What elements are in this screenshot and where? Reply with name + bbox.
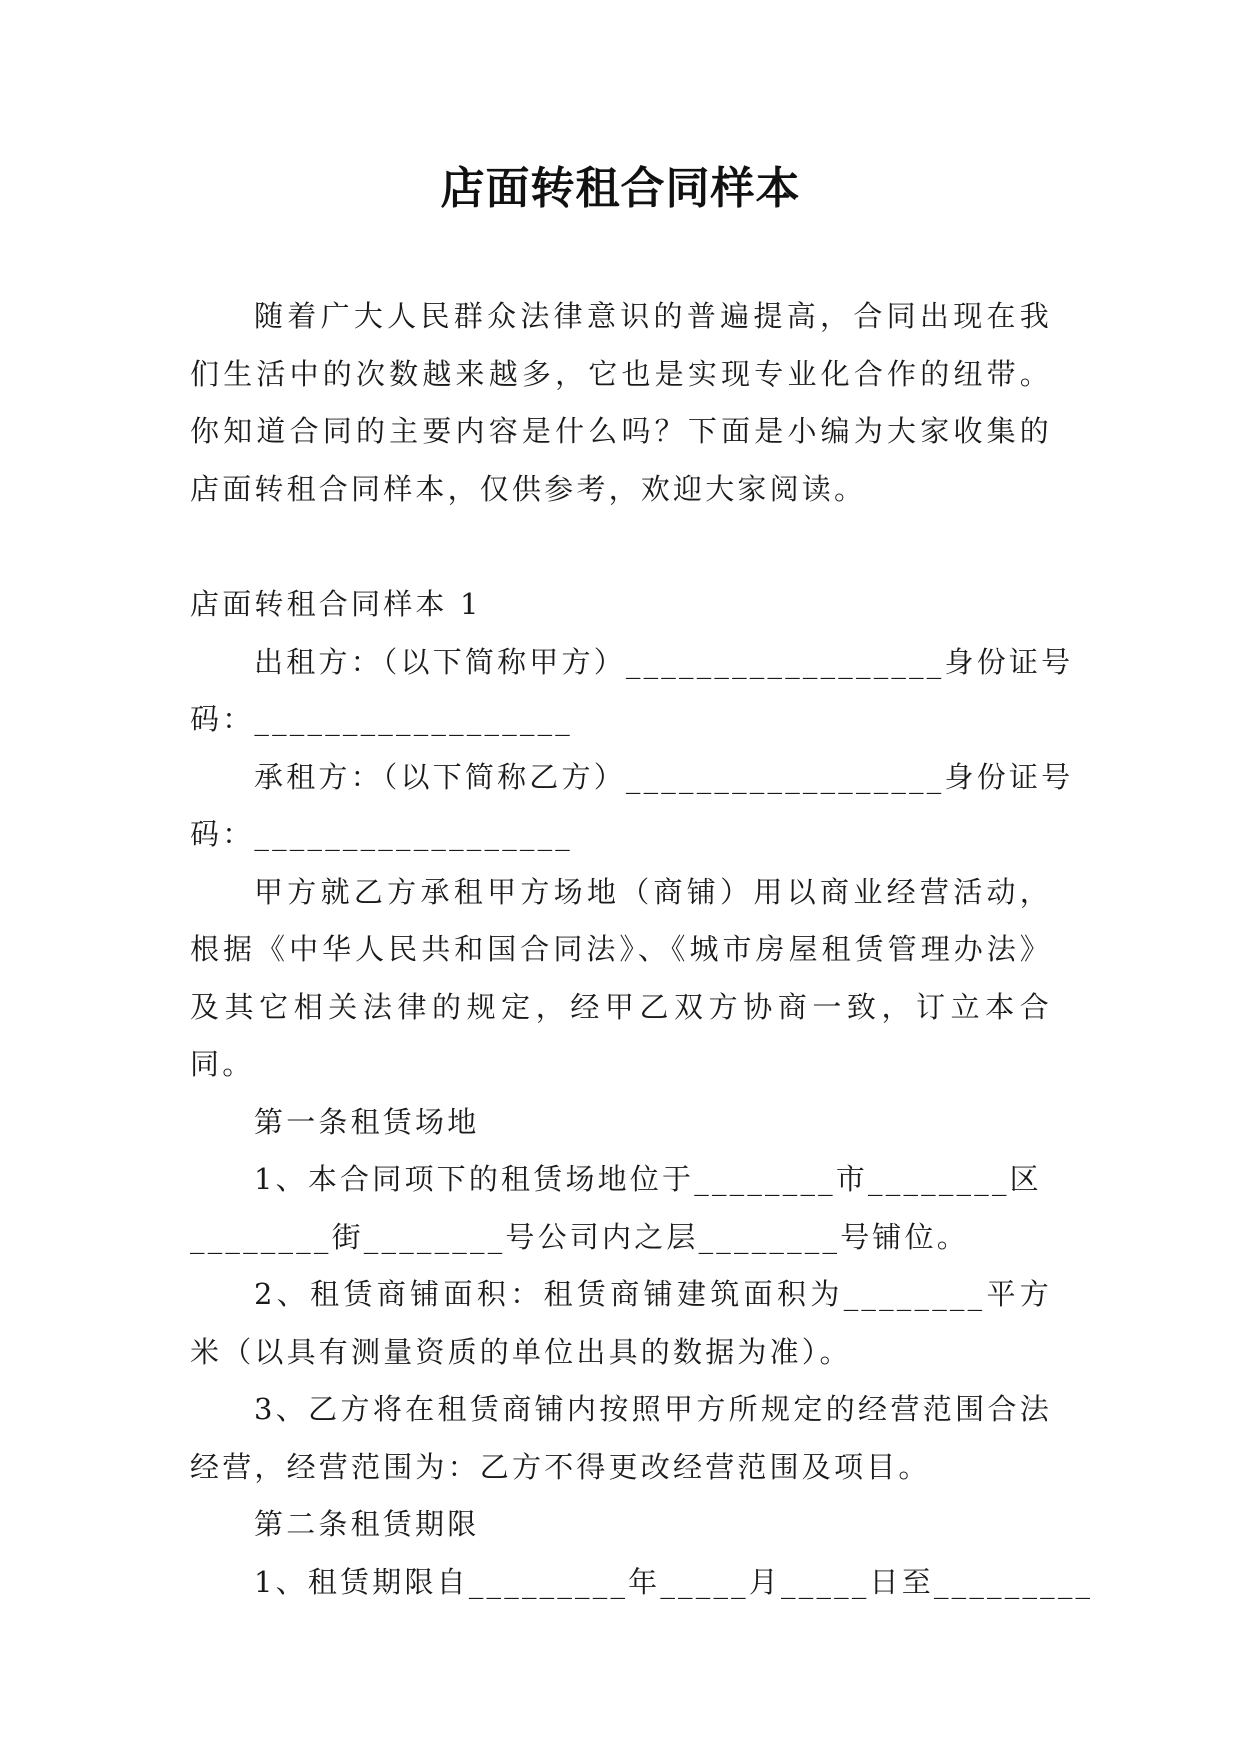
article1-item1-line1: 1、本合同项下的租赁场地位于________市________区 [254, 1162, 1042, 1196]
article2-item1-line1: 1、租赁期限自_________年_____月_____日至_________ [254, 1564, 1094, 1599]
article1-heading: 第一条租赁场地 [254, 1104, 480, 1139]
lessee-line: 承租方：（以下简称乙方）__________________身份证号 [254, 759, 1074, 794]
intro-paragraph: 随着广大人民群众法律意识的普遍提高，合同出现在我们生活中的次数越来越多，它也是实现专业化合作的纽带。你知道合同的主要内容是什么吗？下面是小编为大家收集的店面转租合同样本，仅供参考，欢迎大家阅读。 [190, 299, 1052, 506]
document-body [190, 288, 1094, 1611]
article2-item1 [190, 1554, 1094, 1612]
section-heading: 店面转租合同样本 1 [190, 587, 482, 621]
article1-item2: 2、租赁商铺面积：租赁商铺建筑面积为________平方米（以具有测量资质的单位出具的数据为准）。 [190, 1277, 1052, 1369]
lessor-paragraph [190, 634, 1074, 749]
preamble-paragraph: 甲方就乙方承租甲方场地（商铺）用以商业经营活动，根据《中华人民共和国合同法》、《城市房屋租赁管理办法》及其它相关法律的规定，经甲乙双方协商一致，订立本合同。 [190, 874, 1052, 1081]
lessee-paragraph [190, 749, 1074, 864]
article2-heading: 第二条租赁期限 [254, 1507, 480, 1541]
lessee-id-line: 码：__________________ [190, 817, 574, 851]
article1-item1-line2: ________街________号公司内之层________号铺位。 [190, 1219, 970, 1254]
lessor-line: 出租方：（以下简称甲方）__________________身份证号 [254, 644, 1074, 679]
document-title: 店面转租合同样本 [440, 163, 801, 214]
lessor-id-line: 码：__________________ [190, 702, 574, 736]
article1-item3: 3、乙方将在租赁商铺内按照甲方所规定的经营范围合法经营，经营范围为：乙方不得更改经营范围及项目。 [190, 1392, 1052, 1484]
article1-item1 [190, 1151, 1052, 1266]
